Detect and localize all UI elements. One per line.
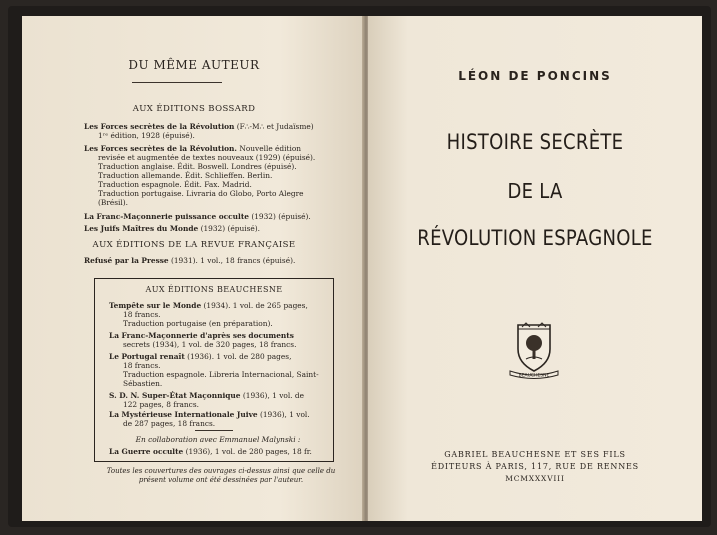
beauchesne-heading: AUX ÉDITIONS BEAUCHESNE xyxy=(145,285,283,294)
collab-line: En collaboration avec Emmanuel Malynski : xyxy=(135,435,301,444)
list-item: La Mystérieuse Internationale Juive (1936), 1 vol. de 287 pages, 18 francs. xyxy=(109,410,310,428)
author-name: LÉON DE PONCINS xyxy=(458,69,612,83)
publisher-line-2: ÉDITEURS À PARIS, 117, RUE DE RENNES xyxy=(431,462,639,471)
emblem-motto: BEAUCHESNE xyxy=(518,373,550,379)
title-line-3: RÉVOLUTION ESPAGNOLE xyxy=(417,226,653,250)
list-item: La Franc-Maçonnerie d'après ses documents secrets (1934), 1 vol. de 320 pages, 18 francs. xyxy=(109,331,297,349)
right-page xyxy=(368,16,702,521)
bossard-heading: AUX ÉDITIONS BOSSARD xyxy=(132,104,256,114)
list-item: La Guerre occulte (1936), 1 vol. de 280 pages, 18 fr. xyxy=(109,447,312,456)
cover-footnote: Toutes les couvertures des ouvrages ci-dessus ainsi que celle du présent volume ont été dessinées par l'auteur. xyxy=(106,467,336,484)
list-item: Les Forces secrètes de la Révolution. Nouvelle édition revisée et augmentée de textes nouveaux (1929) (épuisé). Traduction anglaise. Édit. Boswell. Londres (épuisé). Traduction allemande. Édit. Schlieffen. Berlin. Traduction espagnole. Édit. Fax. Madrid. Traduction portugaise. Livraria do Globo, Porto Alegre (Brésil). xyxy=(84,144,316,207)
heading-rule xyxy=(132,82,222,83)
beauchesne-box xyxy=(94,278,334,462)
left-page xyxy=(22,16,366,521)
list-item: La Franc-Maçonnerie puissance occulte (1932) (épuisé). xyxy=(84,212,311,221)
publisher-line-1: GABRIEL BEAUCHESNE ET SES FILS xyxy=(444,450,626,459)
list-item: Le Portugal renaît (1936). 1 vol. de 280 pages, 18 francs. Traduction espagnole. Libreria Internacional, Saint- Sébastien. xyxy=(109,352,319,388)
list-item: S. D. N. Super-État Maçonnique (1936), 1 vol. de 122 pages, 8 francs. xyxy=(109,391,304,409)
separator-rule xyxy=(195,430,233,431)
publisher-shield-icon xyxy=(504,319,564,379)
same-author-heading: DU MÊME AUTEUR xyxy=(128,58,260,72)
list-item: Refusé par la Presse (1931). 1 vol., 18 francs (épuisé). xyxy=(84,256,296,265)
list-item: Les Forces secrètes de la Révolution (F∴-M∴ et Judaïsme) 1ʳᵉ édition, 1928 (épuisé). xyxy=(84,122,314,140)
open-book xyxy=(8,6,711,527)
title-line-1: HISTOIRE SECRÈTE xyxy=(446,130,624,154)
title-line-2: DE LA xyxy=(507,179,563,203)
list-item: Tempête sur le Monde (1934). 1 vol. de 265 pages, 18 francs. Traduction portugaise (en préparation). xyxy=(109,301,308,328)
list-item: Les Juifs Maîtres du Monde (1932) (épuisé). xyxy=(84,224,261,233)
revue-heading: AUX ÉDITIONS DE LA REVUE FRANÇAISE xyxy=(92,240,296,250)
publication-year: MCMXXXVIII xyxy=(505,474,565,483)
